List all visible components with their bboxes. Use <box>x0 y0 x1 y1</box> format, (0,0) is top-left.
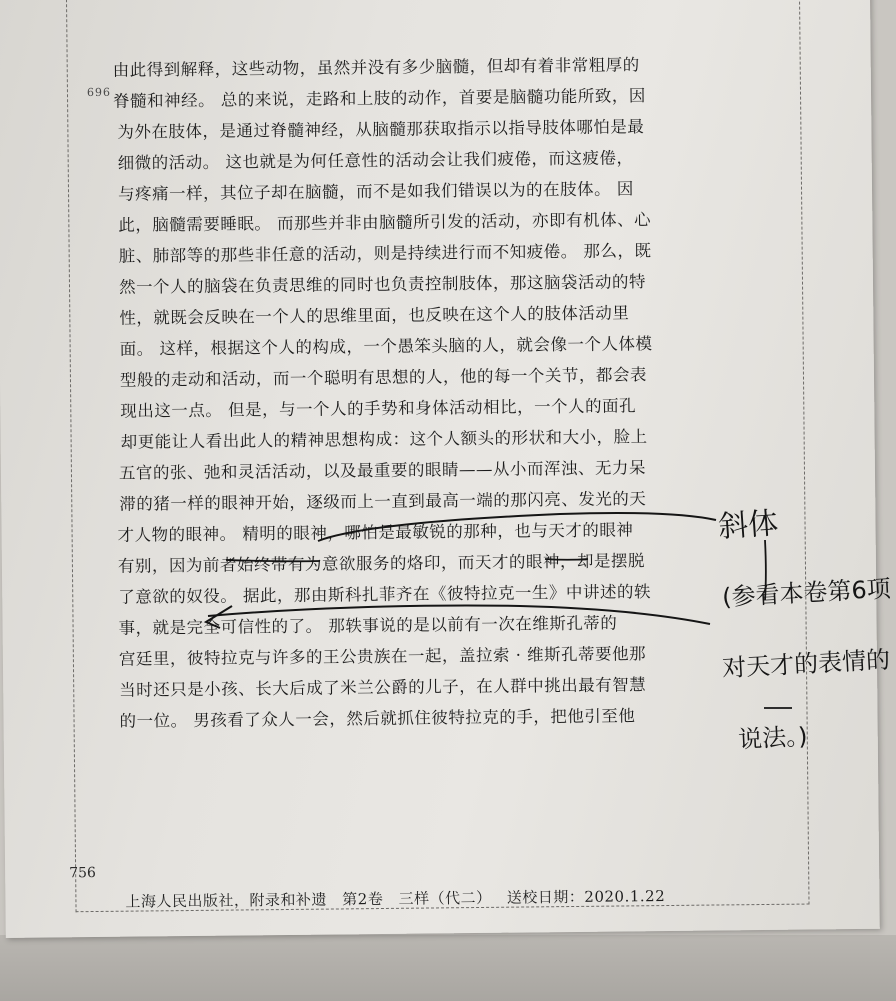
text-line: 五官的张、弛和灵活活动，以及最重要的眼睛——从小而浑浊、无力呆 <box>118 458 647 483</box>
text-line: 滞的猪一样的眼神开始，逐级而上一直到最高一端的那闪亮、发光的天 <box>119 489 647 514</box>
text-line: 细微的活动。 这也就是为何任意性的活动会让我们疲倦，而这疲倦， <box>117 148 634 173</box>
footer-date: 送校日期：2020.1.22 <box>506 887 666 907</box>
margin-note-reference-3: 说法。) <box>737 722 809 754</box>
ink-strike-line <box>208 605 710 624</box>
footer-volume: 第2卷 <box>342 889 384 909</box>
ink-connector-line <box>318 513 716 541</box>
text-line: 型般的走动和活动，而一个聪明有思想的人，他的每一个关节，都会表 <box>119 365 648 390</box>
page-number: 756 <box>69 865 96 882</box>
text-line: 的一位。 男孩看了众人一会，然后就抓住彼特拉克的手，把他引至他 <box>119 706 636 731</box>
text-line: 了意欲的奴役。 据此，那由斯科扎菲齐在《彼特拉克一生》中讲述的轶 <box>118 582 652 607</box>
text-line: 脏、肺部等的那些非任意的活动，则是持续进行而不知疲倦。 那么，既 <box>118 241 652 266</box>
text-line: 现出这一点。 但是，与一个人的手势和身体活动相比，一个人的面孔 <box>120 396 637 421</box>
text-line: 面。 这样，根据这个人的构成，一个愚笨头脑的人，就会像一个人体模 <box>119 334 653 359</box>
text-line: 才人物的眼神。 精明的眼神，哪怕是最敏锐的那种，也与天才的眼神 <box>117 520 634 545</box>
ink-underline-2 <box>545 559 588 560</box>
text-line: 此，脑髓需要睡眠。 而那些并非由脑髓所引发的活动，亦即有机体、心 <box>118 210 652 235</box>
text-line: 却更能让人看出此人的精神思想构成：这个人额头的形状和大小，脸上 <box>120 427 648 452</box>
margin-note-reference-1: (参看本卷第6项 <box>721 574 892 612</box>
text-line: 事，就是完全可信性的了。 那轶事说的是以前有一次在维斯孔蒂的 <box>118 613 618 638</box>
text-line: 脊髓和神经。 总的来说，走路和上肢的动作，首要是脑髓功能所致，因 <box>112 86 646 111</box>
margin-note-italic: 斜体 <box>717 505 780 546</box>
text-line: 有别，因为前者始终带有为意欲服务的烙印，而天才的眼神，却是摆脱 <box>117 551 646 576</box>
margin-note-reference-2: 对天才的表情的 <box>721 645 891 683</box>
text-line: 然一个人的脑袋在负责思维的同时也负责控制肢体，那这脑袋活动的特 <box>118 272 647 297</box>
text-line: 与疼痛一样，其位子却在脑髓，而不是如我们错误以为的在肢体。 因 <box>117 179 634 204</box>
text-line: 宫廷里，彼特拉克与许多的王公贵族在一起，盖拉索 · 维斯孔蒂要他那 <box>118 644 647 669</box>
text-line: 由此得到解释，这些动物，虽然并没有多少脑髓，但却有着非常粗厚的 <box>112 55 640 80</box>
text-line: 当时还只是小孩、长大后成了米兰公爵的儿子，在人群中挑出最有智慧 <box>119 675 647 700</box>
ink-underline-1 <box>226 560 320 561</box>
ink-caret-mark <box>206 606 232 628</box>
margin-number: 696 <box>86 85 112 100</box>
text-line: 为外在肢体，是通过脊髓神经，从脑髓那获取指示以指导肢体哪怕是最 <box>117 117 645 142</box>
footer-publisher: 上海人民出版社，附录和补遗 <box>125 890 328 911</box>
footer-proof: 三样（代二） <box>398 888 492 908</box>
text-line: 性，就既会反映在一个人的思维里面，也反映在这个人的肢体活动里 <box>119 303 630 328</box>
